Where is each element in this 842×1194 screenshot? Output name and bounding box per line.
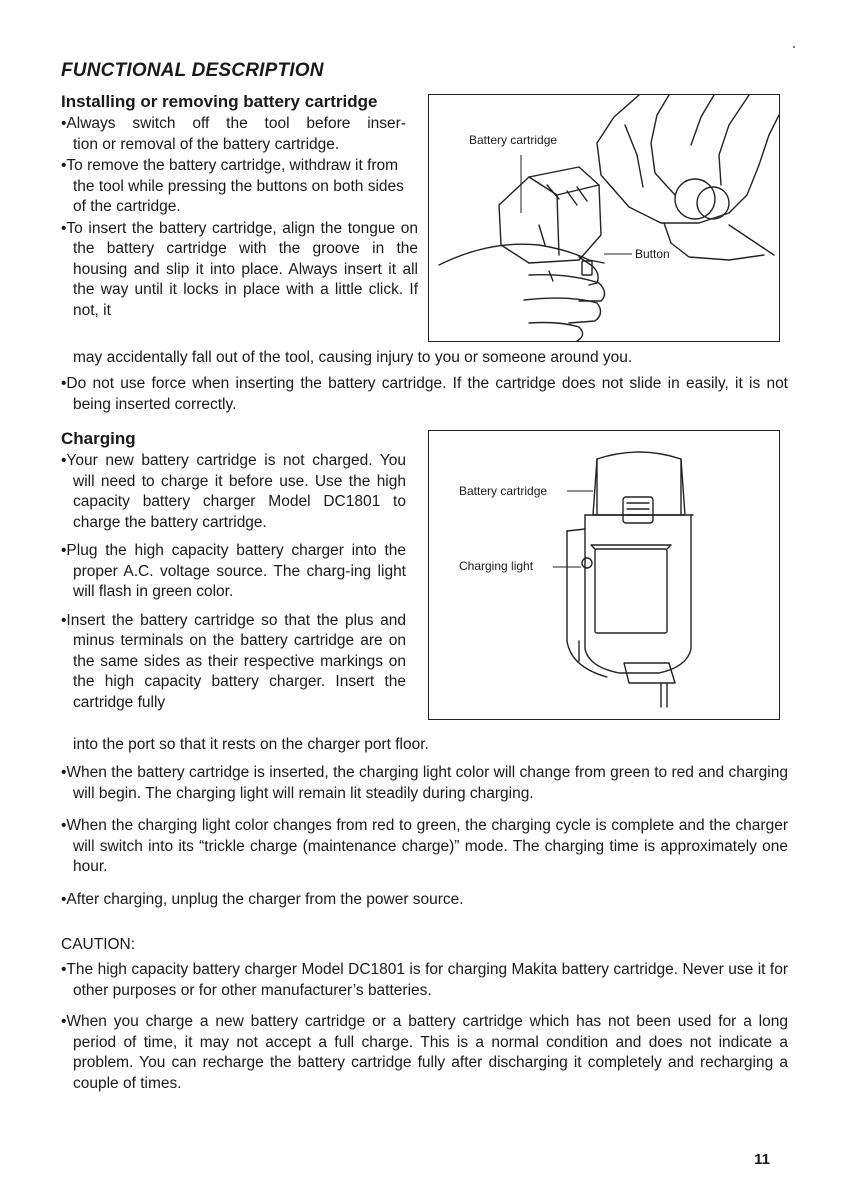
charging-bullet-3-continued: into the port so that it rests on the charger port floor. — [73, 736, 429, 753]
button-label: Button — [635, 247, 670, 261]
charging-bullets-narrow — [61, 451, 406, 713]
installing-bullet-3-continued: may accidentally fall out of the tool, causing injury to you or someone around you. — [73, 349, 633, 366]
charging-bullet-6: •After charging, unplug the charger from the power source. — [61, 891, 464, 908]
installing-bullet-2: •To remove the battery cartridge, withdraw it from the tool while pressing the buttons on both sides of the cartridge. — [61, 157, 404, 215]
installing-bullet-3: •To insert the battery cartridge, align the tongue on the battery cartridge with the groove in the housing and slip it into place. Always insert it all the way until it locks in place with a little click. If not, it — [61, 219, 418, 319]
installing-bullet-4: •Do not use force when inserting the battery cartridge. If the cartridge does not slide in easily, it is not being inserted correctly. — [61, 375, 788, 413]
charging-light-label: Charging light — [459, 559, 534, 573]
installing-bullet-1-line-2: tion or removal of the battery cartridge. — [73, 135, 340, 153]
page-number: 11 — [754, 1151, 770, 1168]
charging-bullet-5: •When the charging light color changes from red to green, the charging cycle is complete and the charger will switch into its “trickle charge (maintenance charge)” mode. The charging time is approximately one hour. — [61, 817, 788, 875]
charging-bullet-3: •Insert the battery cartridge so that the plus and minus terminals on the battery cartridge are on the same sides as their respective markings on the high capacity battery charger. Insert the cartridge fully — [61, 611, 406, 711]
battery-install-figure — [428, 94, 780, 342]
installing-bullets-narrow — [61, 114, 418, 321]
caution-bullet-2: •When you charge a new battery cartridge or a battery cartridge which has not been used for a long period of time, it may not accept a full charge. This is a normal condition and does not indicate a problem. You can recharge the battery cartridge fully after discharging it completely and recharging a couple of times. — [61, 1013, 788, 1092]
charging-bullet-4: •When the battery cartridge is inserted, the charging light color will change from green to red and charging will begin. The charging light will remain lit steadily during charging. — [61, 764, 788, 802]
charger-illustration — [429, 431, 779, 719]
corner-dot — [793, 46, 795, 48]
charging-bullet-2: •Plug the high capacity battery charger into the proper A.C. voltage source. The charg-ing light will flash in green color. — [61, 542, 406, 600]
charging-bullet-1: •Your new battery cartridge is not charged. You will need to charge it before use. Use the high capacity battery charger Model DC1801 to charge the battery cartridge. — [61, 452, 406, 531]
installing-bullet-1-line-1: •Always switch off the tool before inser- — [61, 115, 406, 132]
tool-hand-illustration — [429, 95, 779, 341]
battery-cartridge-label: Battery cartridge — [459, 484, 548, 498]
charger-figure — [428, 430, 780, 720]
caution-heading: CAUTION: — [61, 936, 136, 953]
section-title: FUNCTIONAL DESCRIPTION — [61, 60, 324, 81]
charging-heading: Charging — [61, 429, 136, 448]
caution-bullet-1: •The high capacity battery charger Model DC1801 is for charging Makita battery cartridge. Never use it for other purposes or for other manufacturer’s batteries. — [61, 961, 788, 999]
battery-cartridge-label: Battery cartridge — [469, 133, 558, 147]
installing-heading: Installing or removing battery cartridge — [61, 92, 378, 111]
